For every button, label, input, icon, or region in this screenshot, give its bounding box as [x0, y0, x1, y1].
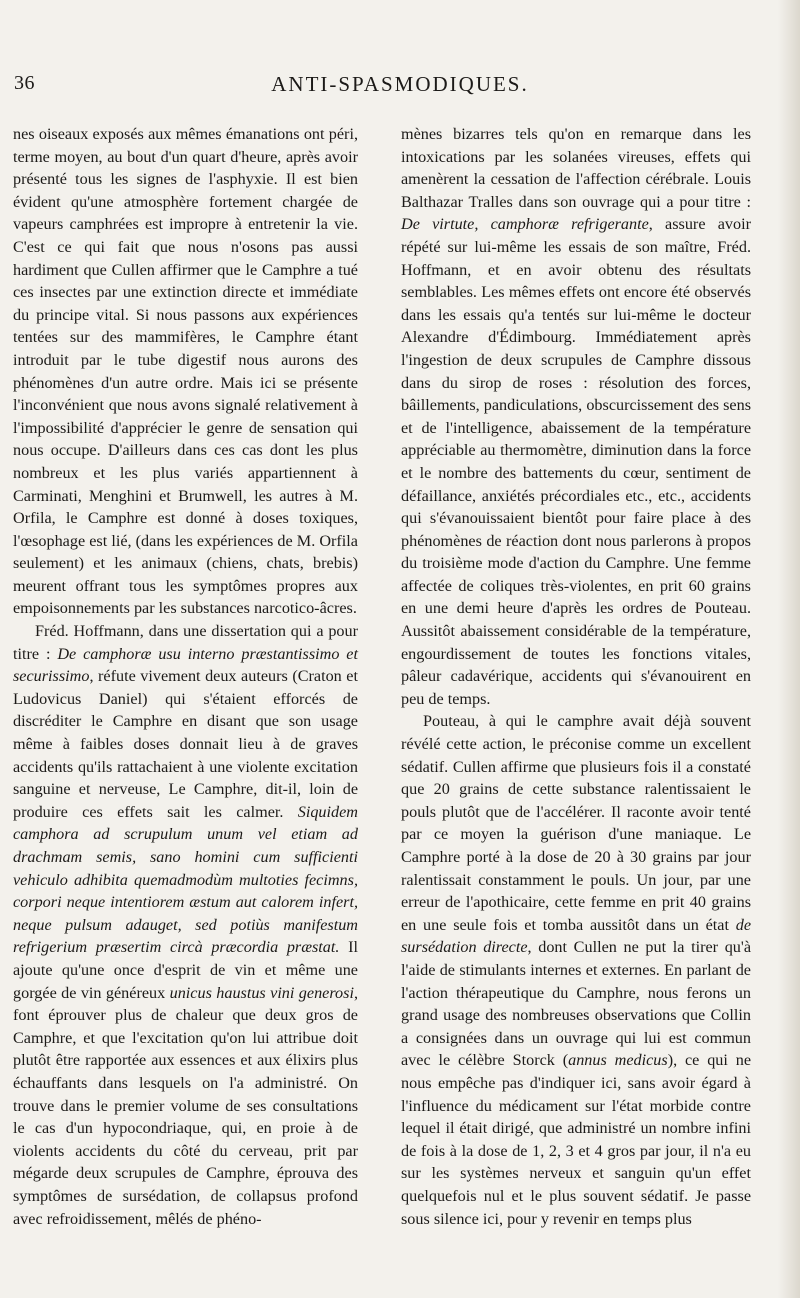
text-run: , réfute vivement deux auteurs (Craton et Ludovicus Daniel) qui s'étaient efforcés de discréditer le Camphre en disant que son usage même à faibles doses donnait lieu à de graves accidents qu'ils rattachaient à une violente excitation sanguine et nerveuse, Le Camphre, dit-il, loin de produire ces effets sait les calmer. — [13, 667, 358, 821]
page-edge-shadow — [778, 0, 800, 1298]
text-run: ), ce qui ne nous empêche pas d'indiquer ici, sans avoir égard à l'influence du médicament sur l'état morbide contre lequel il était dirigé, que administré un nombre infini de fois à la dose de 1, 2, 3 et 4 gros par jour, il n'a eu sur les systèmes nerveux et sanguin qu'un effet quelquefois nul et le plus souvent sédatif. Je passe sous silence ici, pour y revenir en temps plus — [401, 1051, 752, 1228]
paragraph — [401, 123, 751, 710]
dissertation-title: De camphoræ usu interno præstantissimo et securissimo — [13, 644, 358, 686]
right-column — [401, 123, 751, 1230]
left-column — [13, 123, 358, 1230]
paragraph — [13, 620, 358, 1230]
text-run: mènes bizarres tels qu'on en remarque dans les intoxications par les solanées vireuses, effets qui amenèrent la cessation de l'affection cérébrale. Louis Balthazar Tralles dans son ouvrage qui a pour titre : — [401, 125, 751, 211]
italic-term: de sursédation directe — [401, 915, 751, 957]
work-title: annus medicus — [568, 1051, 668, 1070]
latin-quotation: unicus haustus vini generosi — [169, 983, 354, 1002]
latin-quotation: Siquidem camphora ad scrupulum unum vel etiam ad drachmam semis, sano homini cum sufficienti vehiculo adhibita quemadmodùm multoties fecimns, corpori neque intentiorem æstum aut calorem infert, neque pulsum adauget, sed potiùs manifestum refrigerium præsertim circà præcordia præstat. — [13, 802, 358, 957]
text-run: , font éprouver plus de chaleur que deux gros de Camphre, et que l'excitation qu'on lui attribue doit plutôt être rapportée aux essences et aux élixirs plus échauffants dans lesquels on l'a administré. On trouve dans le premier volume de ses consultations le cas d'un hypocondriaque, qui, en proie à de violents accidents du côté du cerveau, prit par mégarde deux scrupules de Camphre, éprouva des symptômes de sursédation, de collapsus profond avec refroidissement, mêlés de phéno- — [13, 983, 358, 1228]
text-run: , dont Cullen ne put la tirer qu'à l'aide de stimulants internes et externes. En parlant de l'action thérapeutique du Camphre, nous ferons un grand usage des nombreuses observations que Collin a consignées dans un ouvrage qui lui est commun avec le célèbre Storck ( — [401, 938, 751, 1070]
paragraph: nes oiseaux exposés aux mêmes émanations ont péri, terme moyen, au bout d'un quart d'heure, après avoir présenté tous les signes de l'asphyxie. Il est bien évident qu'une atmosphère fortement chargée de vapeurs camphrées est impropre à entretenir la vie. C'est ce qui fait que nous n'osons pas aussi hardiment que Cullen affirmer que le Camphre a tué ces insectes par une extinction directe et immédiate du principe vital. Si nous passons aux expériences tentées sur des mammifères, le Camphre étant introduit par le tube digestif nous aurons des phénomènes d'un autre ordre. Mais ici se présente l'inconvénient que nous avons signalé relativement à l'impossibilité d'apprécier le genre de sensation qui nous occupe. D'ailleurs dans ces cas dont les plus nombreux et les plus variés appartiennent à Carminati, Menghini et Brumwell, les autres à M. Orfila, le Camphre est donné à doses toxiques, l'œsophage est lié, (dans les expériences de M. Orfila seulement) et les animaux (chiens, chats, brebis) meurent offrant tous les symptômes propres aux empoisonnements par les substances narcotico-âcres. — [13, 125, 358, 618]
text-run: Fréd. Hoffmann, dans une dissertation qui a pour titre : — [13, 622, 358, 663]
text-run: , assure avoir répété sur lui-même les essais de son maître, Fréd. Hoffmann, et en avoir obtenu des résultats semblables. Les mêmes effets ont encore été observés dans les essais qu'a tentés sur lui-même le docteur Alexandre d'Édimbourg. Immédiatement après l'ingestion de deux scrupules de Camphre dissous dans du sirop de roses : résolution des forces, bâillements, pandiculations, obscurcissement des sens et de l'intelligence, abaissement de la température appréciable au thermomètre, diminution dans la force et le nombre des battements du cœur, sentiment de défaillance, anxiétés précordiales etc., etc., accidents qui s'évanouissaient bientôt pour faire place à des phénomènes de réaction dont nous parlerons à propos du troisième mode d'action du Camphre. Une femme affectée de coliques très-violentes, en prit 60 grains en une demi heure d'après les ordres de Pouteau. Aussitôt abaissement considérable de la température, engourdissement de toutes les fonctions vitales, pâleur cadavérique, accidents qui s'évanouirent en peu de temps. — [401, 215, 751, 708]
page-number: 36 — [14, 72, 35, 94]
work-title: De virtute, camphoræ refrigerante — [401, 215, 649, 234]
paragraph — [401, 710, 751, 1230]
running-title: ANTI-SPASMODIQUES. — [271, 72, 529, 96]
text-run: Il ajoute qu'une once d'esprit de vin et même une gorgée de vin généreux — [13, 938, 358, 1002]
text-run: Pouteau, à qui le camphre avait déjà souvent révélé cette action, le préconise comme un excellent sédatif. Cullen affirme que plusieurs fois il a constaté que 20 grains de cette substance ralentissaient le pouls plutôt que de l'accélérer. Il raconte avoir tenté par ce moyen la guérison d'une maniaque. Le Camphre porté à la dose de 20 à 30 grains par jour ralentissait constamment le pouls. Un jour, par une erreur de l'apothicaire, cette femme en prit 40 grains en une seule fois et tomba aussitôt dans un état — [401, 712, 751, 934]
